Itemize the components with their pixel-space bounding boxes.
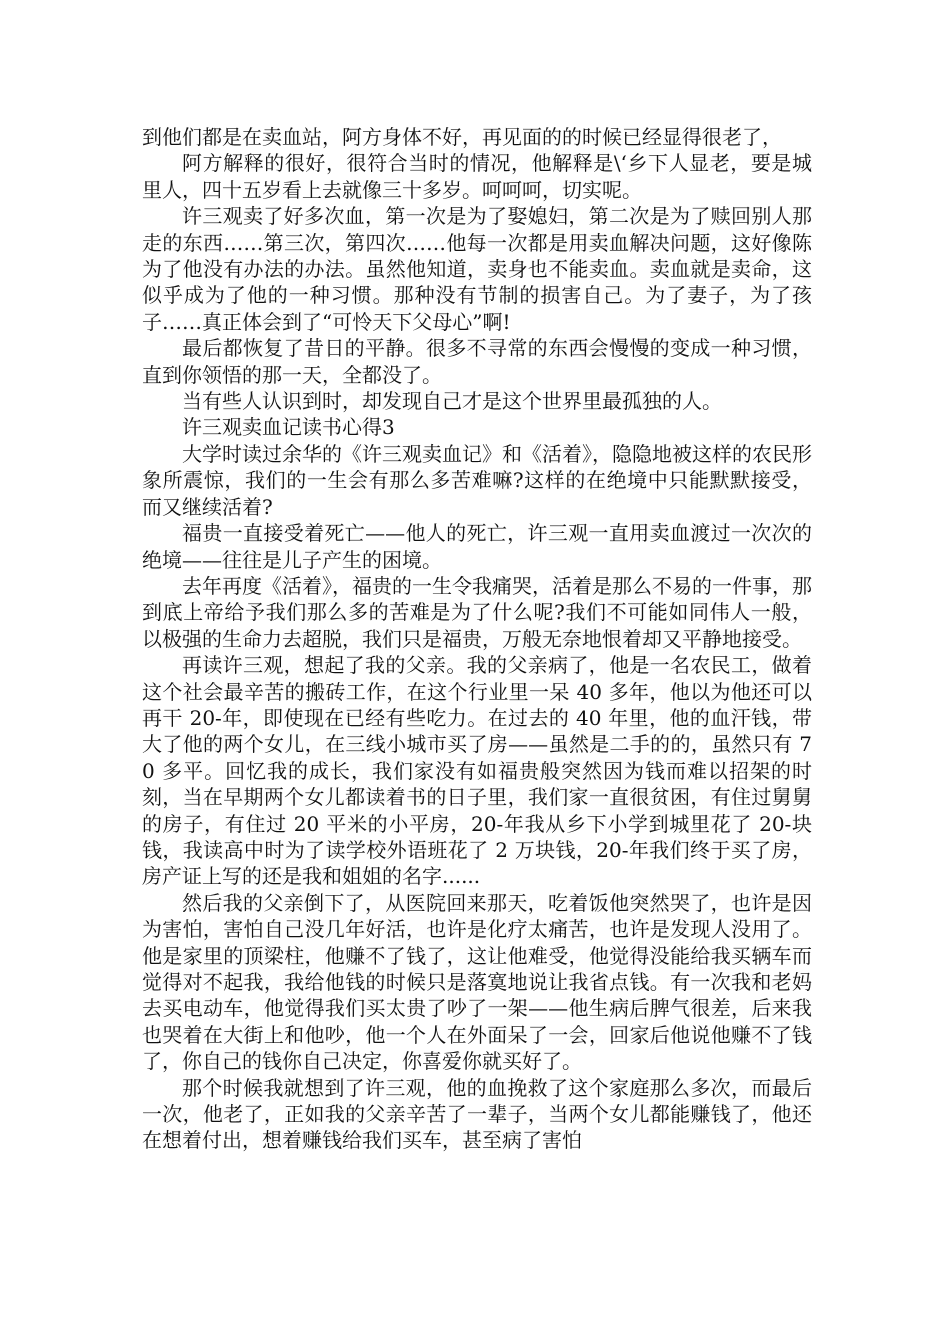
paragraph: 阿方解释的很好，很符合当时的情况，他解释是\‘乡下人显老，要是城里人，四十五岁看上去就像三十多岁。呵呵呵，切实呢。 xyxy=(142,151,812,202)
paragraph: 然后我的父亲倒下了，从医院回来那天，吃着饭他突然哭了，也许是因为害怕，害怕自己没几年好活，也许是化疗太痛苦，也许是发现人没用了。他是家里的顶梁柱，他赚不了钱了，这让他难受，他觉得没能给我买辆车而觉得对不起我，我给他钱的时候只是落寞地说让我省点钱。有一次我和老妈去买电动车，他觉得我们买太贵了吵了一架——他生病后脾气很差，后来我也哭着在大街上和他吵，他一个人在外面呆了一会，回家后他说他赚不了钱了，你自己的钱你自己决定，你喜爱你就买好了。 xyxy=(142,890,812,1074)
document-page xyxy=(142,124,812,1154)
paragraph: 最后都恢复了昔日的平静。很多不寻常的东西会慢慢的变成一种习惯，直到你领悟的那一天，全都没了。 xyxy=(142,336,812,387)
paragraph: 当有些人认识到时，却发现自己才是这个世界里最孤独的人。 xyxy=(182,389,722,414)
paragraph: 再读许三观，想起了我的父亲。我的父亲病了，他是一名农民工，做着这个社会最辛苦的搬砖工作，在这个行业里一呆 40 多年，他以为他还可以再干 20-年，即使现在已经有些吃力。在过去的 40 年里，他的血汗钱，带大了他的两个女儿，在三线小城市买了房——虽然是二手的的，虽然只有 70 多平。回忆我的成长，我们家没有如福贵般突然因为钱而难以招架的时刻，当在早期两个女儿都读着书的日子里，我们家一直很贫困，有住过舅舅的房子，有住过 20 平米的小平房，20-年我从乡下小学到城里花了 20-块钱，我读高中时为了读学校外语班花了 2 万块钱，20-年我们终于买了房，房产证上写的还是我和姐姐的名字...... xyxy=(142,653,812,889)
paragraph: 福贵一直接受着死亡——他人的死亡，许三观一直用卖血渡过一次次的绝境——往往是儿子产生的困境。 xyxy=(142,521,812,572)
paragraph: 那个时候我就想到了许三观，他的血挽救了这个家庭那么多次，而最后一次，他老了，正如我的父亲辛苦了一辈子，当两个女儿都能赚钱了，他还在想着付出，想着赚钱给我们买车，甚至病了害怕 xyxy=(142,1075,812,1153)
paragraph: 大学时读过余华的《许三观卖血记》和《活着》，隐隐地被这样的农民形象所震惊，我们的一生会有那么多苦难嘛?这样的在绝境中只能默默接受，而又继续活着? xyxy=(142,441,812,519)
paragraph: 去年再度《活着》，福贵的一生令我痛哭，活着是那么不易的一件事，那到底上帝给予我们那么多的苦难是为了什么呢?我们不可能如同伟人一般，以极强的生命力去超脱，我们只是福贵，万般无奈地恨着却又平静地接受。 xyxy=(142,573,812,651)
section-heading: 许三观卖血记读书心得3 xyxy=(182,415,395,440)
paragraph: 许三观卖了好多次血，第一次是为了娶媳妇，第二次是为了赎回别人那走的东西……第三次，第四次……他每一次都是用卖血解决问题，这好像陈为了他没有办法的办法。虽然他知道，卖身也不能卖血。卖血就是卖命，这似乎成为了他的一种习惯。那种没有节制的损害自己。为了妻子，为了孩子……真正体会到了“可怜天下父母心”啊! xyxy=(142,204,812,334)
paragraph-continuation: 到他们都是在卖血站，阿方身体不好，再见面的的时候已经显得很老了， xyxy=(142,125,782,149)
